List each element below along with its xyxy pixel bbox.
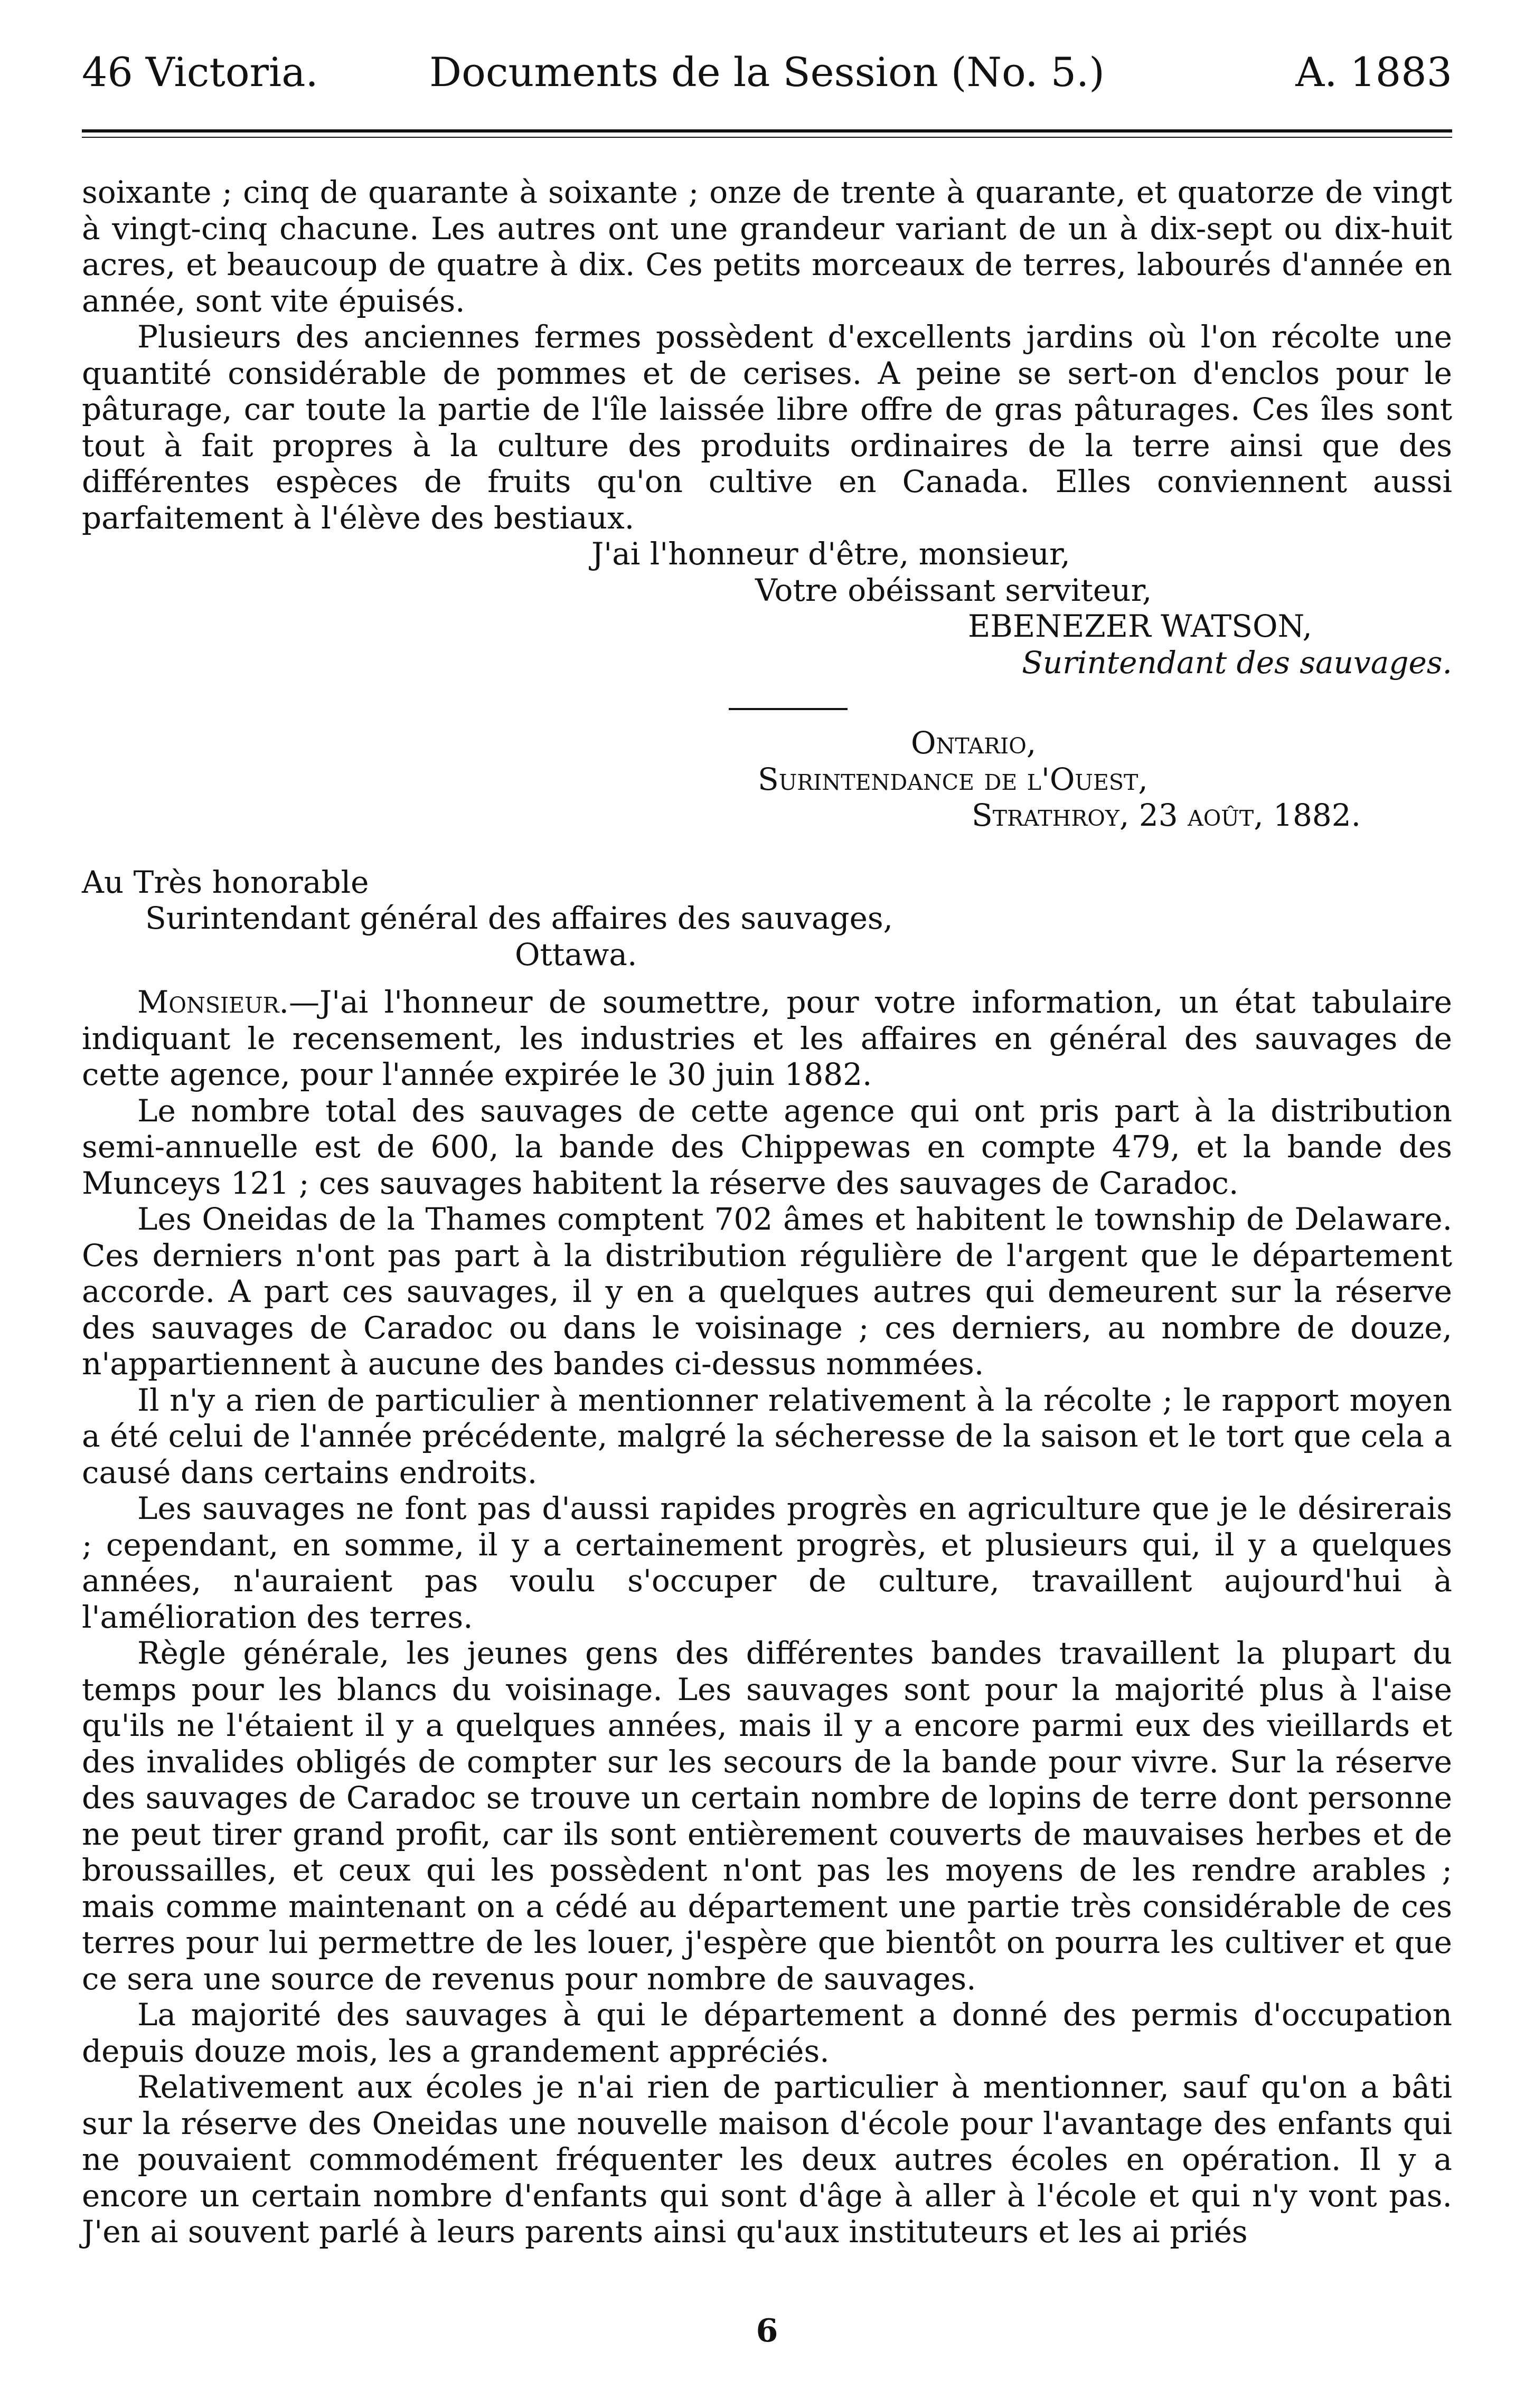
signature-name: EBENEZER WATSON,	[967, 608, 1312, 644]
place-line-1: Ontario,	[911, 725, 1037, 761]
header-rule-thin	[82, 137, 1452, 138]
header-volume: 46 Victoria.	[82, 49, 318, 96]
addressee-line-2: Surintendant général des affaires des sauvages,	[145, 900, 893, 936]
paragraph-3	[82, 984, 1452, 1093]
paragraph-7: Les sauvages ne font pas d'aussi rapides progrès en agriculture que je le désirerais ; cependant, en somme, il y a certainement progrès, et plusieurs qui, il y a quelques années, n'auraient pas voulu s'occuper de culture, travaillent aujourd'hui à l'amélioration des terres.	[82, 1490, 1452, 1635]
addressee-line-1: Au Très honorable	[82, 864, 369, 900]
paragraph-4: Le nombre total des sauvages de cette agence qui ont pris part à la distribution semi-annuelle est de 600, la bande des Chippewas en compte 479, et la bande des Munceys 121 ; ces sauvages habitent la réserve des sauvages de Caradoc.	[82, 1092, 1452, 1201]
place-date-line: Strathroy, 23 août, 1882.	[972, 797, 1361, 833]
paragraph-10: Relativement aux écoles je n'ai rien de particulier à mentionner, sauf qu'on a bâti sur la réserve des Oneidas une nouvelle maison d'école pour l'avantage des enfants qui ne pouvaient commodément fréquenter les deux autres écoles en opération. Il y a encore un certain nombre d'enfants qui sont d'âge à aller à l'école et qui n'y vont pas. J'en ai souvent parlé à leurs parents ainsi qu'aux instituteurs et les ai priés	[82, 2069, 1452, 2250]
paragraph-8: Règle générale, les jeunes gens des différentes bandes travaillent la plupart du temps pour les blancs du voisinage. Les sauvages sont pour la majorité plus à l'aise qu'ils ne l'étaient il y a quelques années, mais il y a encore parmi eux des vieillards et des invalides obligés de compter sur les secours de la bande pour vivre. Sur la réserve des sauvages de Caradoc se trouve un certain nombre de lopins de terre dont personne ne peut tirer grand profit, car ils sont entièrement couverts de mauvaises herbes et de broussailles, et ceux qui les possèdent n'ont pas les moyens de les rendre arables ; mais comme maintenant on a cédé au département une partie très considérable de ces terres pour lui permettre de les louer, j'espère que bientôt on pourra les cultiver et que ce sera une source de revenus pour nombre de sauvages.	[82, 1635, 1452, 1997]
body-text	[82, 174, 1452, 2250]
section-divider	[729, 708, 848, 710]
signature-title: Surintendant des sauvages.	[1022, 644, 1452, 681]
paragraph-2: Plusieurs des anciennes fermes possèdent d'excellents jardins où l'on récolte une quantité considérable de pommes et de cerises. A peine se sert-on d'enclos pour le pâturage, car toute la partie de l'île laissée libre offre de gras pâturages. Ces îles sont tout à fait propres à la culture des produits ordinaires de la terre ainsi que des différentes espèces de fruits qu'on cultive en Canada. Elles conviennent aussi parfaitement à l'élève des bestiaux.	[82, 319, 1452, 536]
paragraph-9: La majorité des sauvages à qui le département a donné des permis d'occupation depuis douze mois, les a grandement appréciés.	[82, 1997, 1452, 2069]
addressee-line-3: Ottawa.	[515, 936, 637, 972]
header-rule-thick	[82, 129, 1452, 133]
paragraph-6: Il n'y a rien de particulier à mentionner relativement à la récolte ; le rapport moyen a été celui de l'année précédente, malgré la sécheresse de la saison et le tort que cela a causé dans certains endroits.	[82, 1382, 1452, 1490]
header-title: Documents de la Session (No. 5.)	[429, 49, 1105, 96]
closing-line-1: J'ai l'honneur d'être, monsieur,	[591, 536, 1070, 572]
page-number: 6	[756, 2312, 778, 2349]
salutation: Monsieur.	[137, 984, 289, 1020]
paragraph-1: soixante ; cinq de quarante à soixante ; onze de trente à quarante, et quatorze de vingt à vingt-cinq chacune. Les autres ont une grandeur variant de un à dix-sept ou dix-huit acres, et beaucoup de quatre à dix. Ces petits morceaux de terres, labourés d'année en année, sont vite épuisés.	[82, 174, 1452, 319]
header-year: A. 1883	[1295, 49, 1452, 96]
place-line-2: Surintendance de l'Ouest,	[758, 761, 1148, 797]
paragraph-3-text: —J'ai l'honneur de soumettre, pour votre information, un état tabulaire indiquant le recensement, les industries et les affaires en général des sauvages de cette agence, pour l'année expirée le 30 juin 1882.	[82, 984, 1452, 1092]
paragraph-5: Les Oneidas de la Thames comptent 702 âmes et habitent le township de Delaware. Ces derniers n'ont pas part à la distribution régulière de l'argent que le département accorde. A part ces sauvages, il y en a quelques autres qui demeurent sur la réserve des sauvages de Caradoc ou dans le voisinage ; ces derniers, au nombre de douze, n'appartiennent à aucune des bandes ci-dessus nommées.	[82, 1201, 1452, 1382]
closing-line-2: Votre obéissant serviteur,	[755, 572, 1152, 608]
